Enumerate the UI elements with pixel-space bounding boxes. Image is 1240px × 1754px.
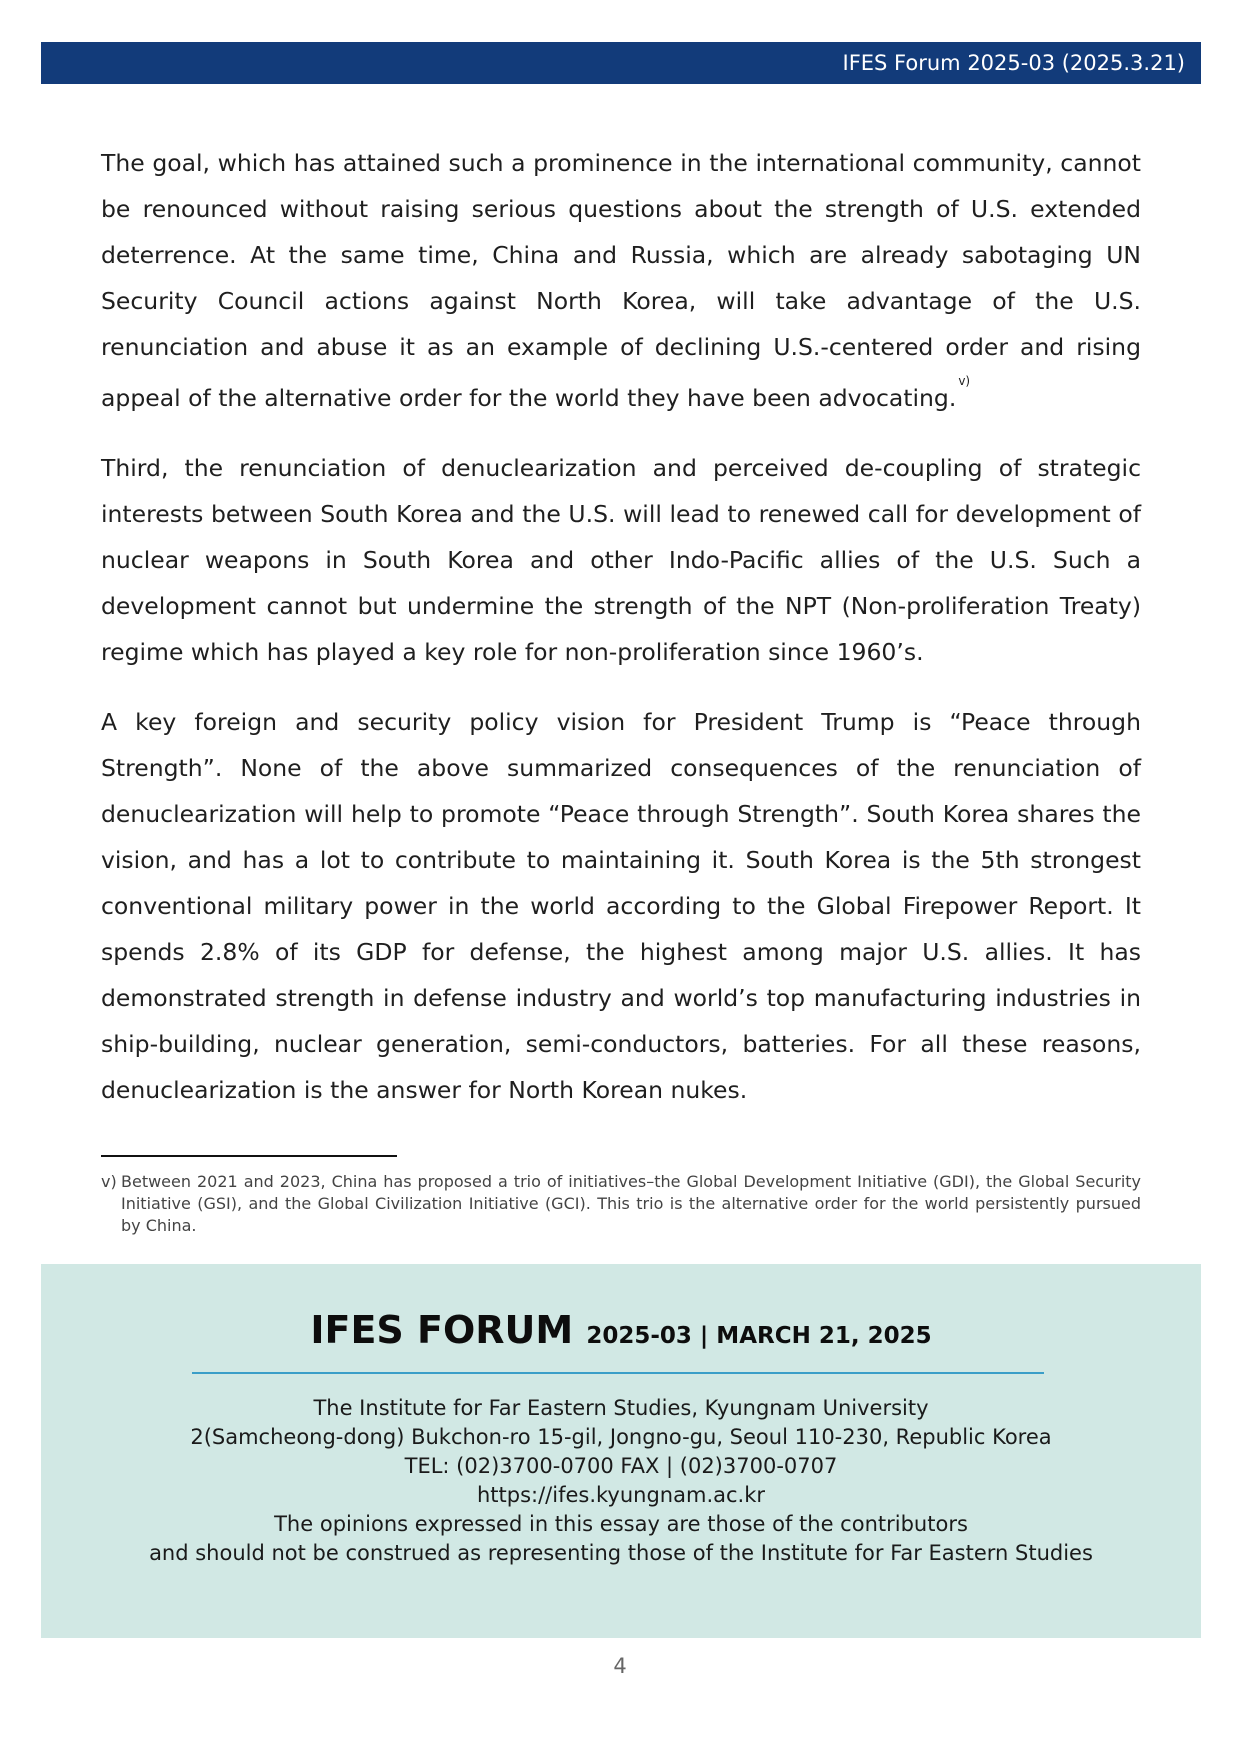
paragraph: Third, the renunciation of denuclearization and perceived de-coupling of strategic interests between South Korea and the U.S. will lead to renewed call for development of nuclear weapons in South Korea and other Indo-Pacific allies of the U.S. Such a development cannot but undermine the strength of the NPT (Non-proliferation Treaty) regime which has played a key role for non-proliferation since 1960’s. (101, 453, 1141, 666)
website-link[interactable]: https://ifes.kyungnam.ac.kr (476, 1483, 766, 1507)
forum-name: IFES FORUM (310, 1308, 574, 1352)
info-box-divider (192, 1372, 1044, 1374)
page-number: 4 (613, 1654, 627, 1678)
forum-heading (41, 1308, 1201, 1352)
contact-lines (41, 1394, 1201, 1568)
article-body (101, 140, 1141, 1137)
footnote-divider (101, 1155, 397, 1157)
disclaimer-line-1: The opinions expressed in this essay are those of the contributors (274, 1512, 968, 1536)
footnote-text: Between 2021 and 2023, China has proposed a trio of initiatives–the Global Development Initiative (GDI), the Global Security Initiative (GSI), and the Global Civilization Initiative (GCI). This trio is the alternative order for the world persistently pursued by China. (121, 1172, 1141, 1235)
disclaimer-line-2: and should not be construed as representing those of the Institute for Far Eastern Studies (149, 1541, 1093, 1565)
paragraph: A key foreign and security policy vision for President Trump is “Peace through Strength”. None of the above summarized consequences of the renunciation of denuclearization will help to promote “Peace through Strength”. South Korea shares the vision, and has a lot to contribute to maintaining it. South Korea is the 5th strongest conventional military power in the world according to the Global Firepower Report. It spends 2.8% of its GDP for defense, the highest among major U.S. allies. It has demonstrated strength in defense industry and world’s top manufacturing industries in ship-building, nuclear generation, semi-conductors, batteries. For all these reasons, denuclearization is the answer for North Korean nukes. (101, 707, 1141, 1104)
contact-phone-fax: TEL: (02)3700-0700 FAX | (02)3700-0707 (404, 1454, 838, 1478)
paragraph-text: The goal, which has attained such a prominence in the international community, cannot be renounced without raising serious questions about the strength of U.S. extended deterrence. At the same time, China and Russia, which are already sabotaging UN Security Council actions against North Korea, will take advantage of the U.S. renunciation and abuse it as an example of declining U.S.-centered order and rising appeal of the alternative order for the world they have been advocating. (101, 149, 1141, 412)
footnote (101, 1171, 1141, 1237)
forum-issue: 2025-03 | MARCH 21, 2025 (586, 1323, 932, 1349)
paragraph (101, 140, 1141, 421)
institute-name: The Institute for Far Eastern Studies, Kyungnam University (313, 1396, 929, 1420)
institute-address: 2(Samcheong-dong) Bukchon-ro 15-gil, Jongno-gu, Seoul 110-230, Republic Korea (190, 1425, 1052, 1449)
header-title: IFES Forum 2025-03 (2025.3.21) (842, 51, 1185, 75)
footnote-marker[interactable]: v) (958, 374, 971, 388)
footnote-label: v) (101, 1172, 117, 1191)
header-bar (41, 42, 1201, 84)
publication-info-box (41, 1264, 1201, 1638)
